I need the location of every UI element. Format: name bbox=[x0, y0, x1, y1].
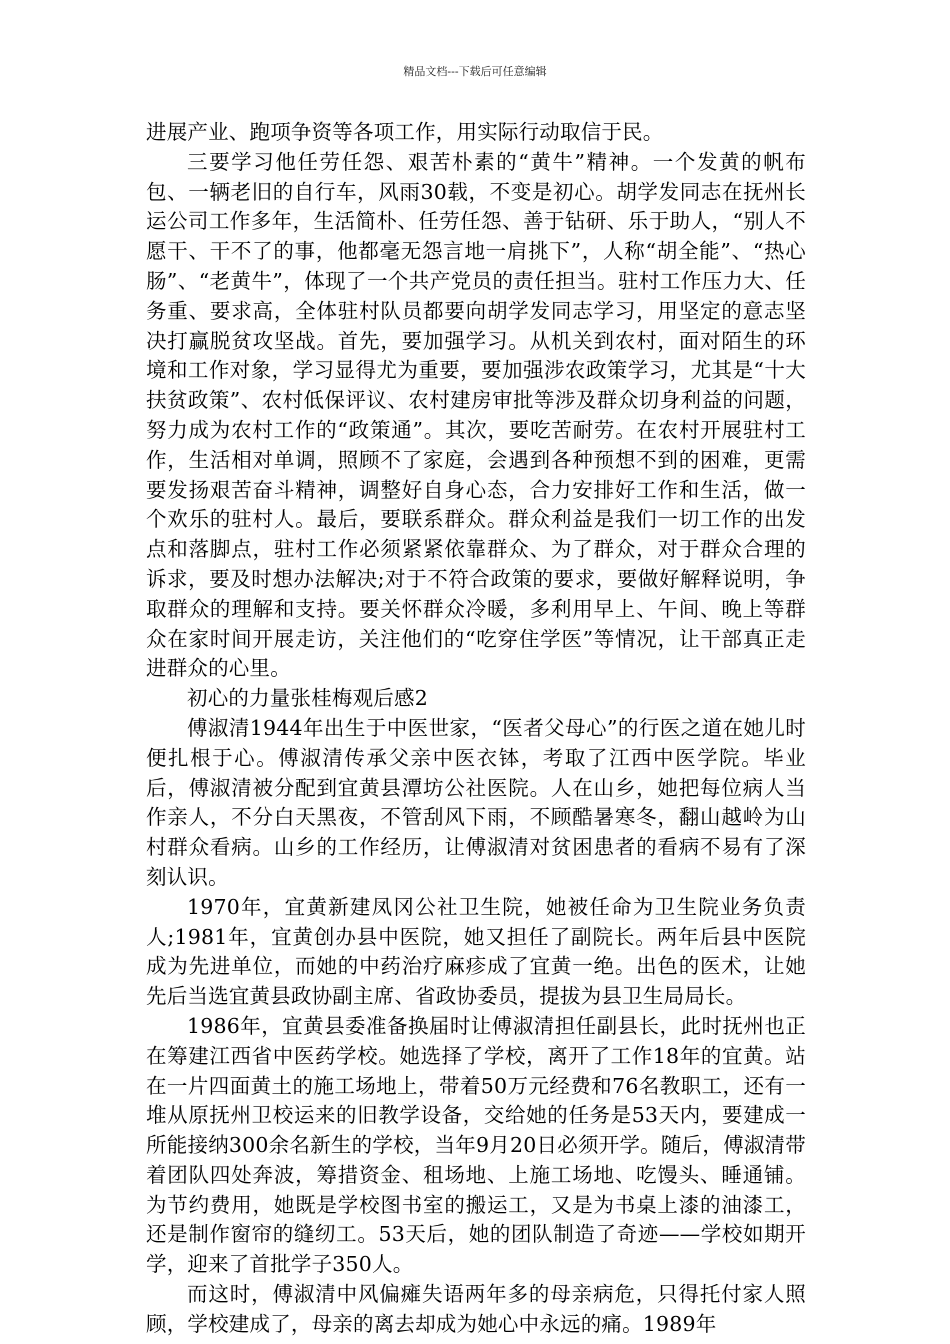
paragraph-huang-niu-spirit: 三要学习他任劳任怨、艰苦朴素的“黄牛”精神。一个发黄的帆布包、一辆老旧的自行车，风雨30载，不变是初心。胡学发同志在抚州长运公司工作多年，生活简朴、任劳任怨、善于钻研、乐于助人，“别人不愿干、干不了的事，他都毫无怨言地一肩挑下”，人称“胡全能”、“热心肠”、“老黄牛”，体现了一个共产党员的责任担当。驻村工作压力大、任务重、要求高，全体驻村队员都要向胡学发同志学习，用坚定的意志坚决打赢脱贫攻坚战。首先，要加强学习。从机关到农村，面对陌生的环境和工作对象，学习显得尤为重要，要加强涉农政策学习，尤其是“十大扶贫政策”、农村低保评议、农村建房审批等涉及群众切身利益的问题，努力成为农村工作的“政策通”。其次，要吃苦耐劳。在农村开展驻村工作，生活相对单调，照顾不了家庭，会遇到各种预想不到的困难，更需要发扬艰苦奋斗精神，调整好自身心态，合力安排好工作和生活，做一个欢乐的驻村人。最后，要联系群众。群众利益是我们一切工作的出发点和落脚点，驻村工作必须紧紧依靠群众、为了群众，对于群众合理的诉求，要及时想办法解决;对于不符合政策的要求，要做好解释说明，争取群众的理解和支持。要关怀群众冷暖，多利用早上、午间、晚上等群众在家时间开展走访，关注他们的“吃穿住学医”等情况，让干部真正走进群众的心里。 bbox=[146, 149, 806, 681]
paragraph-continuation: 进展产业、跑项争资等各项工作，用实际行动取信于民。 bbox=[146, 120, 664, 144]
section-heading: 初心的力量张桂梅观后感2 bbox=[187, 686, 428, 711]
document-body bbox=[146, 118, 806, 1340]
paragraph-1986: 1986年，宜黄县委准备换届时让傅淑清担任副县长，此时抚州也正在筹建江西省中医药学校。她选择了学校，离开了工作18年的宜黄。站在一片四面黄土的施工场地上，带着50万元经费和76名教职工，还有一堆从原抚州卫校运来的旧教学设备，交给她的任务是53天内，要建成一所能接纳300余名新生的学校，当年9月20日必须开学。随后，傅淑清带着团队四处奔波，筹措资金、租场地、上施工场地、吃馒头、睡通铺。为节约费用，她既是学校图书室的搬运工，又是为书桌上漆的油漆工，还是制作窗帘的缝纫工。53天后，她的团队制造了奇迹——学校如期开学，迎来了首批学子350人。 bbox=[146, 1013, 806, 1277]
page-header: 精品文档---下载后可任意编辑 bbox=[403, 65, 547, 78]
paragraph-fu-shuqing-intro: 傅淑清1944年出生于中医世家，“医者父母心”的行医之道在她儿时便扎根于心。傅淑清传承父亲中医衣钵，考取了江西中医学院。毕业后，傅淑清被分配到宜黄县潭坊公社医院。人在山乡，她把每位病人当作亲人，不分白天黑夜，不管刮风下雨，不顾酷暑寒冬，翻山越岭为山村群众看病。山乡的工作经历，让傅淑清对贫困患者的看病不易有了深刻认识。 bbox=[146, 715, 806, 889]
paragraph-mother: 而这时，傅淑清中风偏瘫失语两年多的母亲病危，只得托付家人照顾，学校建成了，母亲的离去却成为她心中永远的痛。1989年 bbox=[146, 1282, 806, 1336]
paragraph-1970: 1970年，宜黄新建凤冈公社卫生院，她被任命为卫生院业务负责人;1981年，宜黄创办县中医院，她又担任了副院长。两年后县中医院成为先进单位，而她的中药治疗麻疹成了宜黄一绝。出色的医术，让她先后当选宜黄县政协副主席、省政协委员，提拔为县卫生局局长。 bbox=[146, 894, 806, 1009]
